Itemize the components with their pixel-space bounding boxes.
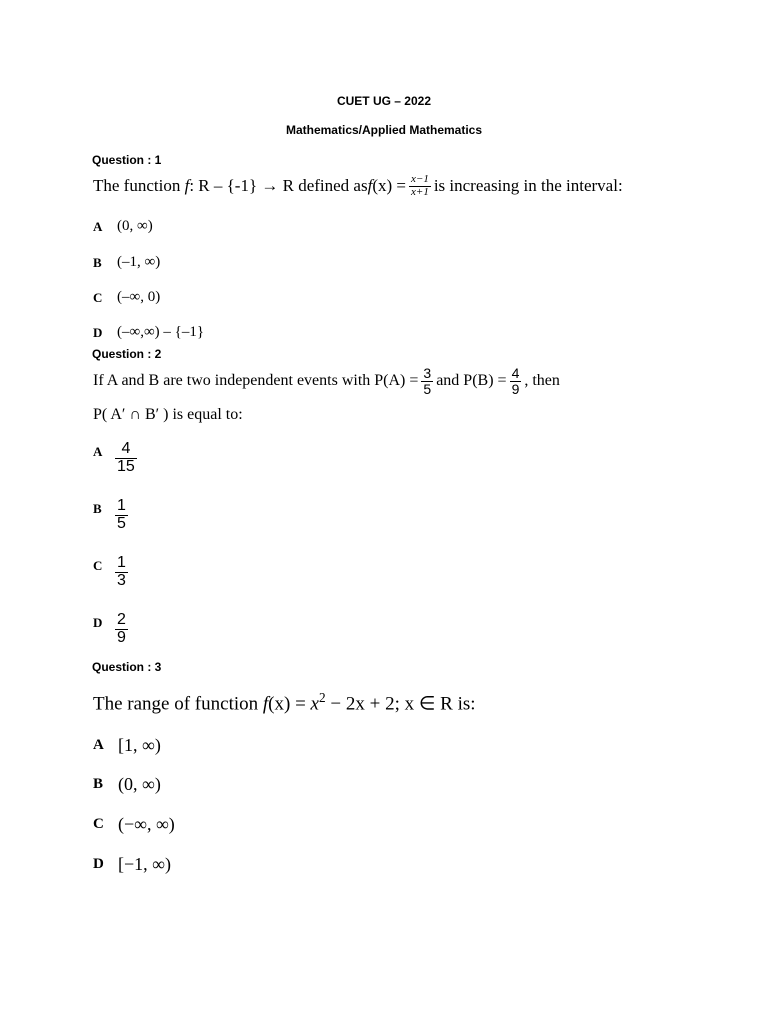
q1-option-c[interactable] — [93, 289, 160, 306]
q3-option-c[interactable] — [93, 814, 175, 835]
q3-option-b[interactable] — [93, 774, 161, 795]
q3-stem-pre: The range of function — [93, 693, 263, 715]
option-letter: A — [93, 444, 103, 459]
question-2-text-line2: P( A′ ∩ B′ ) is equal to: — [93, 406, 243, 423]
q2-line1-mid: and P(B) = — [436, 372, 507, 389]
option-fraction — [115, 498, 128, 533]
q1-option-b[interactable] — [93, 254, 160, 271]
q1-fraction — [409, 174, 431, 198]
option-letter: D — [93, 324, 103, 340]
q2-line1-post: , then — [524, 372, 560, 389]
q1-stem-mid: : R – {-1} → R defined as — [189, 176, 368, 195]
q2-line1-pre: If A and B are two independent events with P(A) = — [93, 372, 419, 389]
q3-stem-post: − 2x + 2; x ∈ R is: — [325, 693, 476, 715]
option-value: [−1, ∞) — [118, 854, 171, 874]
option-numerator: 1 — [117, 554, 126, 571]
question-2-label: Question : 2 — [92, 347, 162, 361]
option-letter: D — [93, 615, 103, 630]
question-3-text — [93, 690, 476, 715]
q2-option-c[interactable] — [93, 555, 128, 590]
q3-stem-x: (x) = — [268, 693, 311, 715]
option-fraction — [115, 441, 137, 476]
option-letter: B — [93, 501, 102, 516]
question-1-text — [93, 168, 623, 204]
option-value: (0, ∞) — [118, 774, 161, 794]
q3-stem-f: f — [262, 693, 269, 715]
question-3-label: Question : 3 — [92, 660, 162, 674]
option-value: (–1, ∞) — [117, 254, 161, 270]
q3-option-a[interactable] — [93, 735, 161, 756]
option-fraction — [115, 555, 128, 590]
q2-option-d[interactable] — [93, 612, 128, 647]
q1-option-d[interactable] — [93, 324, 204, 341]
q1-stem-pre: The function — [93, 176, 181, 195]
option-denominator: 9 — [117, 628, 126, 646]
option-numerator: 2 — [117, 611, 126, 628]
option-denominator: 5 — [117, 514, 126, 532]
option-letter: D — [93, 856, 104, 872]
option-letter: C — [93, 558, 103, 573]
option-value: (–∞,∞) – {–1} — [117, 324, 205, 340]
q2-pb-denominator: 9 — [511, 380, 520, 397]
option-value: (−∞, ∞) — [118, 814, 175, 834]
q2-option-b[interactable] — [93, 498, 128, 533]
q3-stem-xv: x — [310, 693, 319, 715]
option-numerator: 4 — [121, 440, 131, 457]
option-fraction — [115, 612, 128, 647]
q1-fraction-denominator: x+1 — [411, 185, 429, 198]
q1-stem-f: f — [184, 176, 190, 195]
q1-option-a[interactable] — [93, 218, 153, 235]
q2-pb-fraction — [510, 366, 522, 396]
option-value: [1, ∞) — [118, 735, 161, 755]
option-letter: C — [93, 816, 104, 832]
q1-stem-post: is increasing in the interval: — [433, 176, 623, 195]
option-numerator: 1 — [117, 497, 126, 514]
option-letter: A — [93, 737, 104, 753]
q3-option-d[interactable] — [93, 854, 171, 875]
q3-stem-exponent: 2 — [318, 690, 326, 705]
option-letter: B — [93, 254, 102, 270]
q2-pa-fraction — [421, 366, 433, 396]
q2-pb-numerator: 4 — [511, 364, 520, 381]
option-letter: B — [93, 776, 104, 792]
option-value: (0, ∞) — [117, 218, 153, 234]
question-2-text-line1 — [93, 359, 560, 403]
q1-stem-fx: f — [367, 176, 373, 195]
q1-stem-x: (x) = — [372, 176, 407, 195]
option-value: (–∞, 0) — [117, 289, 161, 305]
question-1-label: Question : 1 — [92, 153, 162, 167]
option-letter: A — [93, 218, 103, 234]
option-denominator: 15 — [117, 457, 135, 475]
paper-title: CUET UG – 2022 — [336, 94, 432, 108]
q2-option-a[interactable] — [93, 441, 137, 476]
q1-fraction-numerator: x−1 — [411, 172, 429, 185]
q2-pa-denominator: 5 — [423, 380, 432, 397]
q2-pa-numerator: 3 — [423, 364, 432, 381]
option-denominator: 3 — [117, 571, 126, 589]
option-letter: C — [93, 289, 103, 305]
paper-subject: Mathematics/Applied Mathematics — [285, 123, 483, 137]
